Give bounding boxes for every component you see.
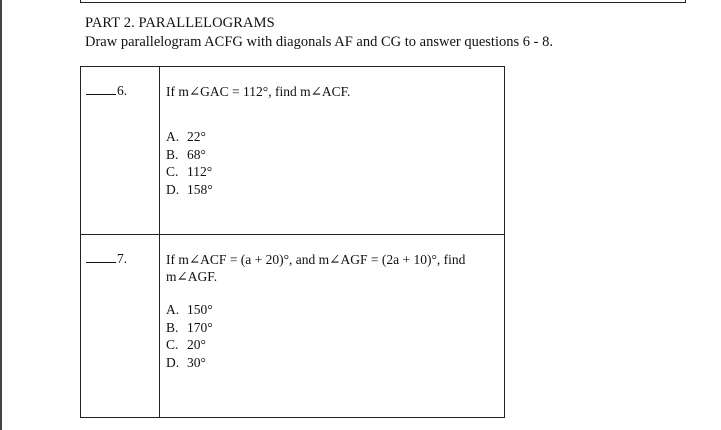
answer-blank-line[interactable] <box>86 94 116 95</box>
questions-table <box>80 66 505 418</box>
choice-text: 30° <box>187 354 206 370</box>
question-row <box>81 235 505 418</box>
choice-item <box>166 354 496 372</box>
choice-letter: C. <box>166 337 179 352</box>
choice-item <box>166 163 496 181</box>
question-number: 6. <box>117 83 128 98</box>
choice-list <box>166 128 496 198</box>
page-left-edge <box>0 0 2 430</box>
instructions: Draw parallelogram ACFG with diagonals AF and CG to answer questions 6 - 8. <box>85 34 553 50</box>
question-prompt: If m∠GAC = 112°, find m∠ACF. <box>166 84 351 99</box>
choice-letter: B. <box>166 146 179 162</box>
answer-blank-cell <box>81 67 160 235</box>
question-prompt: If m∠ACF = (a + 20)°, and m∠AGF = (2a + 10)°, find m∠AGF. <box>166 252 466 284</box>
question-cell <box>160 235 505 418</box>
choice-letter: B. <box>166 319 179 335</box>
choice-text: 170° <box>187 319 213 335</box>
answer-blank-line[interactable] <box>86 262 116 263</box>
choice-item <box>166 128 496 146</box>
choice-text: 158° <box>187 181 213 197</box>
choice-text: 22° <box>187 129 206 144</box>
choice-letter: D. <box>166 354 180 370</box>
choice-item <box>166 336 496 354</box>
choice-item <box>166 319 496 337</box>
choice-list <box>166 301 496 371</box>
choice-item <box>166 181 496 199</box>
choice-letter: A. <box>166 129 180 144</box>
question-cell <box>160 67 505 235</box>
question-row <box>81 67 505 235</box>
choice-letter: C. <box>166 164 179 179</box>
choice-text: 112° <box>187 164 213 179</box>
choice-letter: D. <box>166 181 180 197</box>
choice-text: 150° <box>187 302 213 317</box>
choice-item <box>166 301 496 319</box>
question-number: 7. <box>117 251 128 266</box>
answer-blank-cell <box>81 235 160 418</box>
choice-text: 20° <box>187 337 206 352</box>
choice-item <box>166 146 496 164</box>
previous-section-border <box>80 0 686 3</box>
part-title: PART 2. PARALLELOGRAMS <box>85 15 275 31</box>
choice-text: 68° <box>187 146 206 162</box>
choice-letter: A. <box>166 302 180 317</box>
